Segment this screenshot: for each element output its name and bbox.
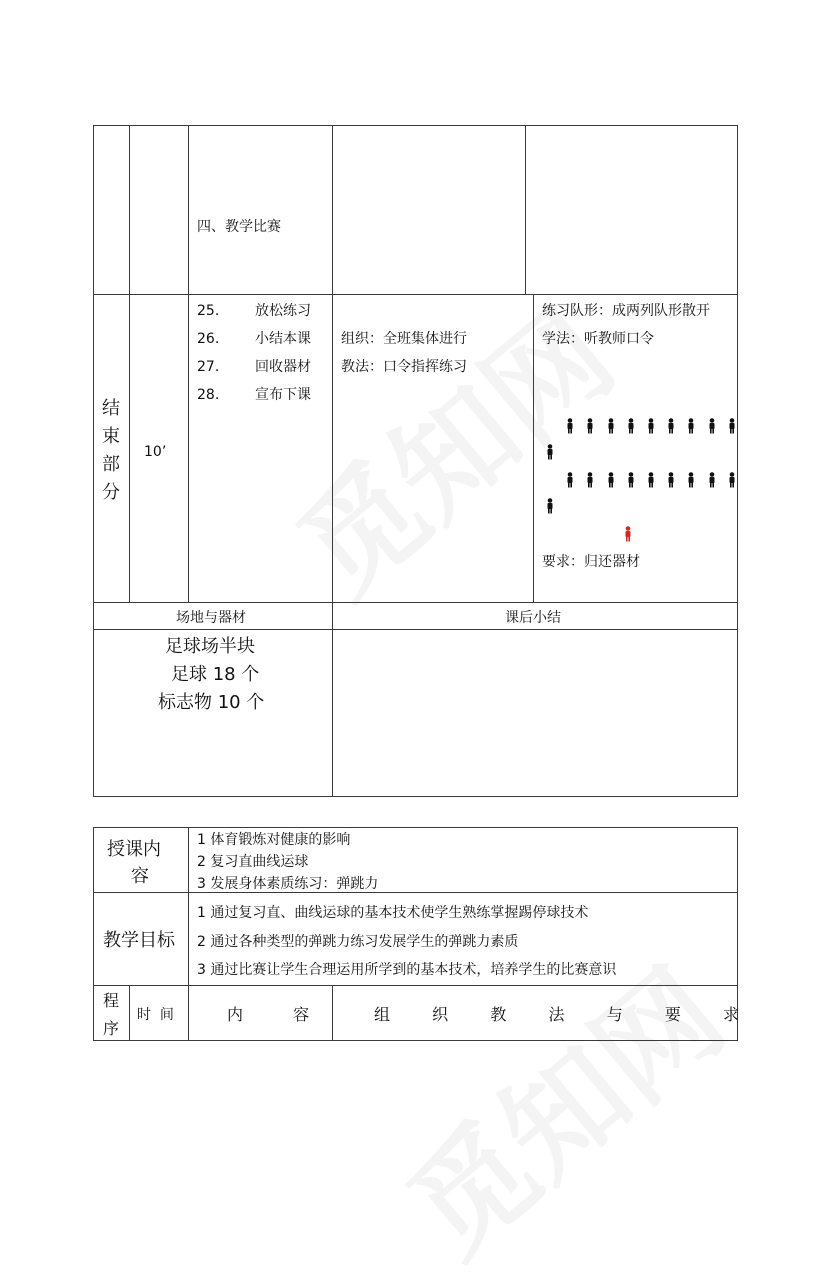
item-text: 小结本课 xyxy=(255,331,311,347)
student-icon xyxy=(627,418,635,434)
section-label-char: 部 xyxy=(102,454,120,475)
teacher-icon xyxy=(624,526,632,542)
item-number: 26. xyxy=(197,331,220,347)
student-icon xyxy=(586,418,594,434)
student-icon xyxy=(566,472,574,488)
student-icon xyxy=(627,472,635,488)
header-content: 内 容 xyxy=(227,1005,310,1024)
student-icon xyxy=(667,418,675,434)
header-order: 程 xyxy=(103,991,120,1010)
venue-line: 标志物 10 个 xyxy=(158,692,265,713)
goal-item: 2 通过各种类型的弹跳力练习发展学生的弹跳力素质 xyxy=(197,934,519,950)
requirement-text: 要求：归还器材 xyxy=(542,554,640,570)
header-org: 组 织 教 法 与 要 求 xyxy=(374,1005,740,1024)
goal-item: 1 通过复习直、曲线运球的基本技术使学生熟练掌握踢停球技术 xyxy=(197,905,589,921)
goal-label: 教学目标 xyxy=(103,930,175,951)
item-text: 宣布下课 xyxy=(255,387,311,403)
student-icon xyxy=(566,418,574,434)
header-time: 时 间 xyxy=(137,1007,174,1023)
content-label: 容 xyxy=(131,866,149,887)
student-icon xyxy=(728,472,736,488)
section-label-char: 束 xyxy=(102,426,120,447)
student-icon xyxy=(708,472,716,488)
student-icon xyxy=(546,498,554,514)
summary-header: 课后小结 xyxy=(505,610,561,626)
student-icon xyxy=(687,418,695,434)
item-number: 27. xyxy=(197,359,220,375)
student-icon xyxy=(607,472,615,488)
goal-item: 3 通过比赛让学生合理运用所学到的基本技术，培养学生的比赛意识 xyxy=(197,962,617,978)
item-text: 回收器材 xyxy=(255,359,311,375)
student-icon xyxy=(728,418,736,434)
item-number: 28. xyxy=(197,387,220,403)
item-number: 25. xyxy=(197,303,220,319)
content-item: 3 发展身体素质练习：弹跳力 xyxy=(197,876,379,892)
student-icon xyxy=(687,472,695,488)
student-icon xyxy=(708,418,716,434)
student-icon xyxy=(667,472,675,488)
formation-text: 练习队形：成两列队形散开 xyxy=(542,303,710,319)
study-method-text: 学法：听教师口令 xyxy=(542,331,654,347)
organization-text: 组织：全班集体进行 xyxy=(341,331,467,347)
item-text: 放松练习 xyxy=(255,303,311,319)
method-text: 教法：口令指挥练习 xyxy=(341,359,467,375)
student-icon xyxy=(607,418,615,434)
venue-line: 足球 18 个 xyxy=(171,664,260,685)
student-icon xyxy=(647,418,655,434)
student-icon xyxy=(586,472,594,488)
section-label-char: 分 xyxy=(102,482,120,503)
section-label-char: 结 xyxy=(102,398,120,419)
content-item: 1 体育锻炼对健康的影响 xyxy=(197,832,351,848)
student-icon xyxy=(546,444,554,460)
venue-line: 足球场半块 xyxy=(165,636,255,657)
venue-header: 场地与器材 xyxy=(176,610,246,626)
content-label: 授课内 xyxy=(107,839,161,860)
header-order: 序 xyxy=(103,1019,120,1038)
duration: 10’ xyxy=(144,444,167,460)
match-content: 四、教学比赛 xyxy=(197,219,281,235)
content-item: 2 复习直曲线运球 xyxy=(197,854,309,870)
formation-diagram xyxy=(540,410,736,545)
student-icon xyxy=(647,472,655,488)
